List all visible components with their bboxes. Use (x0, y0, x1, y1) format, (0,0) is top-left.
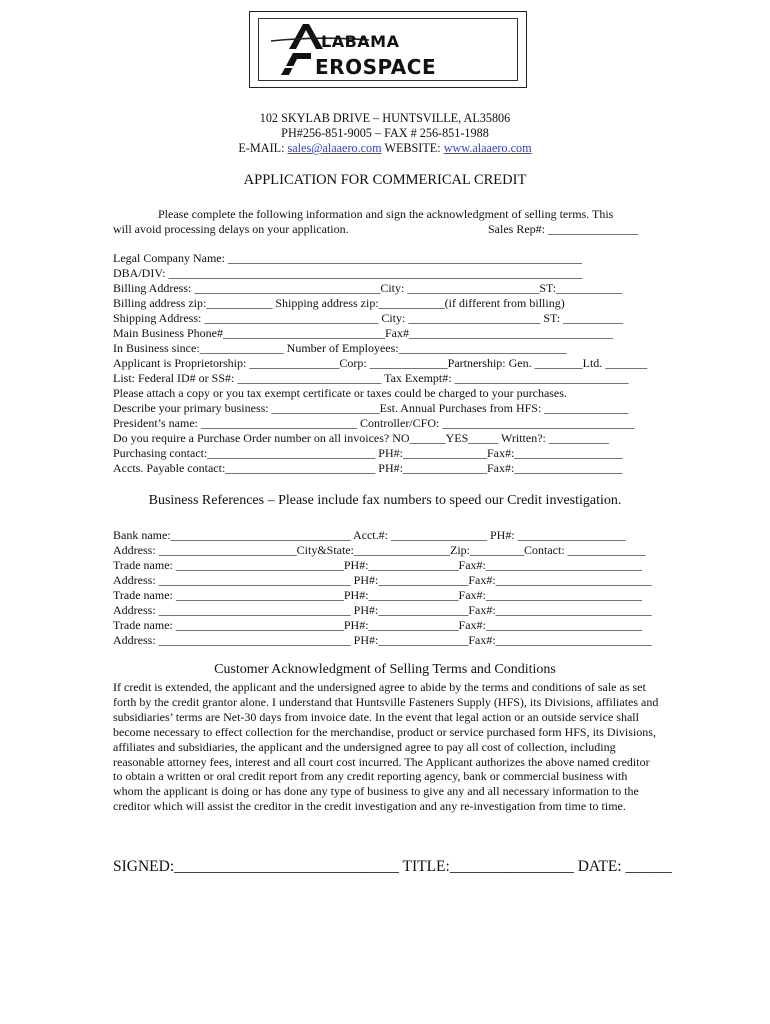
bank-name-field[interactable]: Bank name:______________________________ Acct.#: ________________ PH#: __________________ (113, 528, 626, 542)
trade-address-field-2[interactable]: Address: ________________________________ PH#:_______________Fax#:__________________________ (113, 603, 652, 617)
form-title: APPLICATION FOR COMMERICAL CREDIT (243, 172, 527, 188)
logo-line-1: LABAMA (321, 32, 400, 51)
purchasing-contact-field[interactable]: Purchasing contact:____________________________ PH#:______________Fax#:__________________ (113, 446, 623, 460)
signature-line[interactable]: SIGNED:_____________________________ TITLE:________________ DATE: ______ (113, 858, 672, 875)
intro-line-1: Please complete the following information and sign the acknowledgment of selling terms. This (158, 207, 614, 221)
business-since-field[interactable]: In Business since:______________ Number of Employees:____________________________ (113, 341, 567, 355)
sales-rep-field[interactable]: Sales Rep#: _______________ (488, 222, 638, 236)
website-link[interactable]: www.alaaero.com (443, 141, 532, 155)
president-cfo-field[interactable]: President’s name: __________________________ Controller/CFO: ________________________________ (113, 416, 635, 430)
trade-address-field-1[interactable]: Address: ________________________________ PH#:_______________Fax#:__________________________ (113, 573, 652, 587)
legal-company-name-field[interactable]: Legal Company Name: ___________________________________________________________ (113, 251, 582, 265)
main-phone-fax-field[interactable]: Main Business Phone#___________________________Fax#__________________________________ (113, 326, 614, 340)
company-phone-fax: PH#256-851-9005 – FAX # 256-851-1988 (281, 126, 489, 140)
federal-id-field[interactable]: List: Federal ID# or SS#: ________________________ Tax Exempt#: _____________________________ (113, 371, 629, 385)
email-link[interactable]: sales@alaaero.com (287, 141, 382, 155)
purchase-order-field[interactable]: Do you require a Purchase Order number on all invoices? NO______YES_____ Written?: __________ (113, 431, 609, 445)
company-logo-frame (249, 11, 527, 88)
references-heading: Business References – Please include fax numbers to speed our Credit investigation. (148, 493, 622, 508)
email-label: E-MAIL: (238, 141, 288, 155)
company-address: 102 SKYLAB DRIVE – HUNTSVILLE, AL35806 (259, 111, 511, 125)
trade-name-field-1[interactable]: Trade name: ____________________________PH#:_______________Fax#:__________________________ (113, 558, 642, 572)
aerospace-logo-icon (259, 19, 517, 80)
zip-fields[interactable]: Billing address zip:___________ Shipping address zip:___________(if different from billing) (113, 296, 565, 310)
acknowledgment-heading: Customer Acknowledgment of Selling Terms and Conditions (214, 662, 556, 677)
bank-address-field[interactable]: Address: _______________________City&State:________________Zip:_________Contact: _____________ (113, 543, 646, 557)
intro-line-2: will avoid processing delays on your application. (113, 222, 349, 236)
billing-address-field[interactable]: Billing Address: _______________________________City: ______________________ST:___________ (113, 281, 623, 295)
dba-div-field[interactable]: DBA/DIV: _____________________________________________________________________ (113, 266, 583, 280)
acknowledgment-text: If credit is extended, the applicant and the undersigned agree to abide by the terms and conditions of sale as set forth by the credit grantor alone. I understand that Huntsville Fasteners Supply (HFS), its Divisions, affiliates and subsidiaries’ terms are Net-30 days from invoice date. In the event that legal action or an outside service shall become necessary to effect collection for the merchandise, product or service purchased form HFS, its Divisions, affiliates and subsidiaries, the applicant and the undersigned agree to pay all cost of collection, including reasonable attorney fees, interest and all court cost incurred. The Applicant authorizes the above named creditor to obtain a written or oral credit report from any credit reporting agency, bank or commercial business with whom the applicant is doing or has done any type of business to give any and all necessary information to the creditor which will assist the creditor in the credit investigation and any re-investigation from time to time. (113, 680, 659, 814)
company-contact-line (0, 141, 770, 156)
tax-exempt-note: Please attach a copy or you tax exempt certificate or taxes could be charged to your purchases. (113, 386, 567, 400)
trade-address-field-3[interactable]: Address: ________________________________ PH#:_______________Fax#:__________________________ (113, 633, 652, 647)
company-logo (258, 18, 518, 81)
website-label: WEBSITE: (381, 141, 444, 155)
shipping-address-field[interactable]: Shipping Address: _____________________________ City: ______________________ ST: __________ (113, 311, 624, 325)
logo-line-2: EROSPACE (315, 55, 437, 79)
accounts-payable-field[interactable]: Accts. Payable contact:_________________________ PH#:______________Fax#:__________________ (113, 461, 623, 475)
trade-name-field-3[interactable]: Trade name: ____________________________PH#:_______________Fax#:__________________________ (113, 618, 642, 632)
trade-name-field-2[interactable]: Trade name: ____________________________PH#:_______________Fax#:__________________________ (113, 588, 642, 602)
business-type-field[interactable]: Applicant is Proprietorship: _______________Corp: _____________Partnership: Gen. ________Ltd. _______ (113, 356, 648, 370)
primary-business-field[interactable]: Describe your primary business: __________________Est. Annual Purchases from HFS: ______________ (113, 401, 629, 415)
